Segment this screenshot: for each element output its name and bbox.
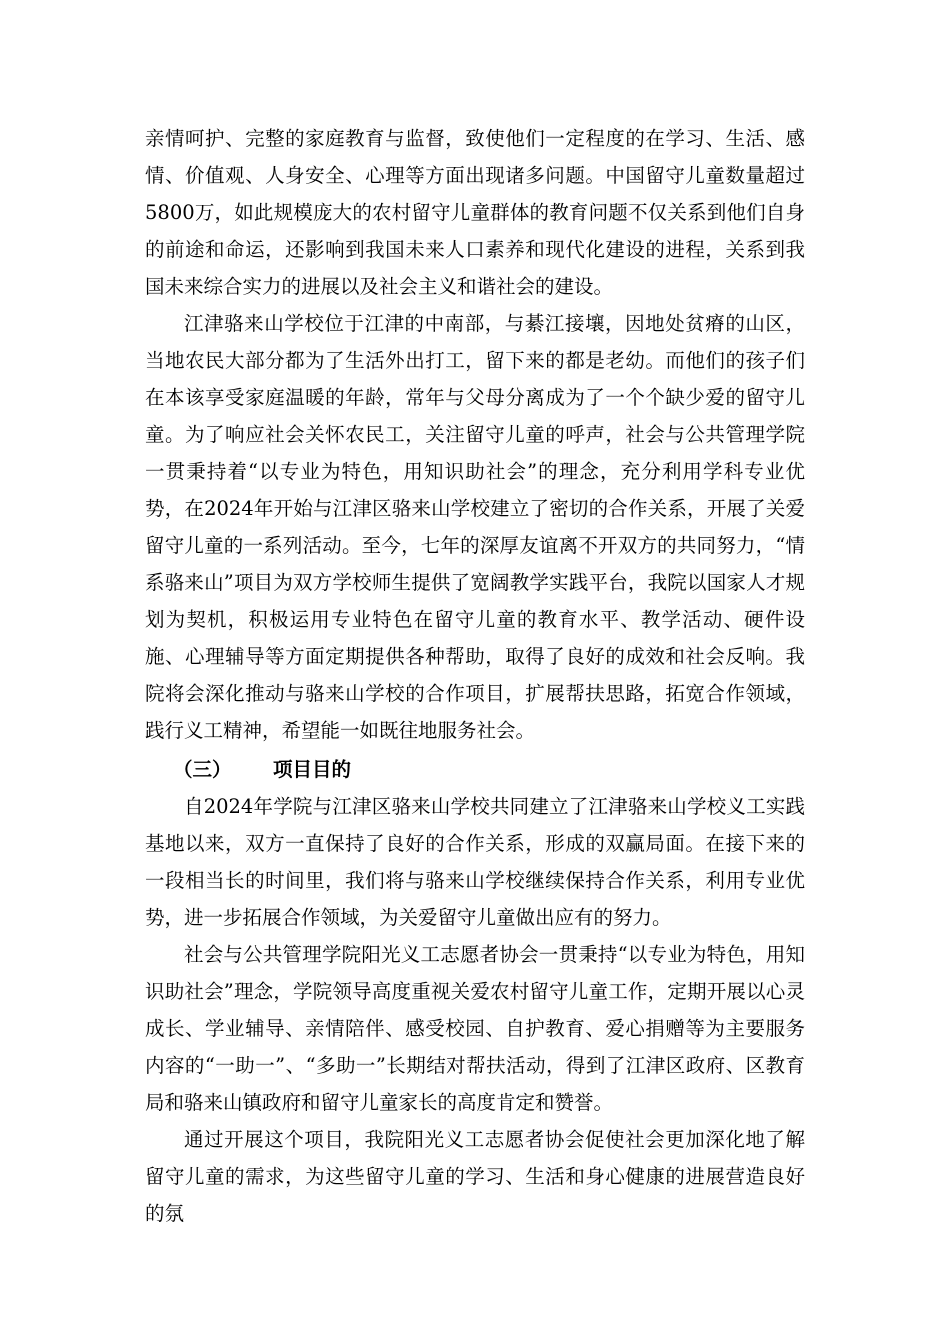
- paragraph-3: 自2024年学院与江津区骆来山学校共同建立了江津骆来山学校义工实践基地以来，双方一直保持了良好的合作关系，形成的双赢局面。在接下来的一段相当长的时间里，我们将与骆来山学校继续保持合作关系，利用专业优势，进一步拓展合作领域，为关爱留守儿童做出应有的努力。: [145, 795, 805, 929]
- paragraph-4: 社会与公共管理学院阳光义工志愿者协会一贯秉持“以专业为特色，用知识助社会”理念，学院领导高度重视关爱农村留守儿童工作，定期开展以心灵成长、学业辅导、亲情陪伴、感受校园、自护教育、爱心捐赠等为主要服务内容的“一助一”、“多助一”长期结对帮扶活动，得到了江津区政府、区教育局和骆来山镇政府和留守儿童家长的高度肯定和赞誉。: [145, 943, 805, 1114]
- document-page: [145, 120, 805, 1232]
- section-title: 项目目的: [273, 758, 352, 781]
- paragraph-5: 通过开展这个项目，我院阳光义工志愿者协会促使社会更加深化地了解留守儿童的需求，为这些留守儿童的学习、生活和身心健康的进展营造良好的氛: [145, 1128, 805, 1225]
- paragraph-1: 亲情呵护、完整的家庭教育与监督，致使他们一定程度的在学习、生活、感情、价值观、人身安全、心理等方面出现诸多问题。中国留守儿童数量超过5800万，如此规模庞大的农村留守儿童群体的教育问题不仅关系到他们自身的前途和命运，还影响到我国未来人口素养和现代化建设的进程，关系到我国未来综合实力的进展以及社会主义和谐社会的建设。: [145, 127, 805, 298]
- section-number: （三）: [173, 758, 232, 781]
- section-heading: [145, 751, 805, 788]
- paragraph-2: 江津骆来山学校位于江津的中南部，与綦江接壤，因地处贫瘠的山区，当地农民大部分都为了生活外出打工，留下来的都是老幼。而他们的孩子们在本该享受家庭温暖的年龄，常年与父母分离成为了一个个缺少爱的留守儿童。为了响应社会关怀农民工，关注留守儿童的呼声，社会与公共管理学院一贯秉持着“以专业为特色，用知识助社会”的理念，充分利用学科专业优势，在2024年开始与江津区骆来山学校建立了密切的合作关系，开展了关爱留守儿童的一系列活动。至今，七年的深厚友谊离不开双方的共同努力，“情系骆来山”项目为双方学校师生提供了宽阔教学实践平台，我院以国家人才规划为契机，积极运用专业特色在留守儿童的教育水平、教学活动、硬件设施、心理辅导等方面定期提供各种帮助，取得了良好的成效和社会反响。我院将会深化推动与骆来山学校的合作项目，扩展帮扶思路，拓宽合作领域，践行义工精神，希望能一如既往地服务社会。: [145, 312, 805, 742]
